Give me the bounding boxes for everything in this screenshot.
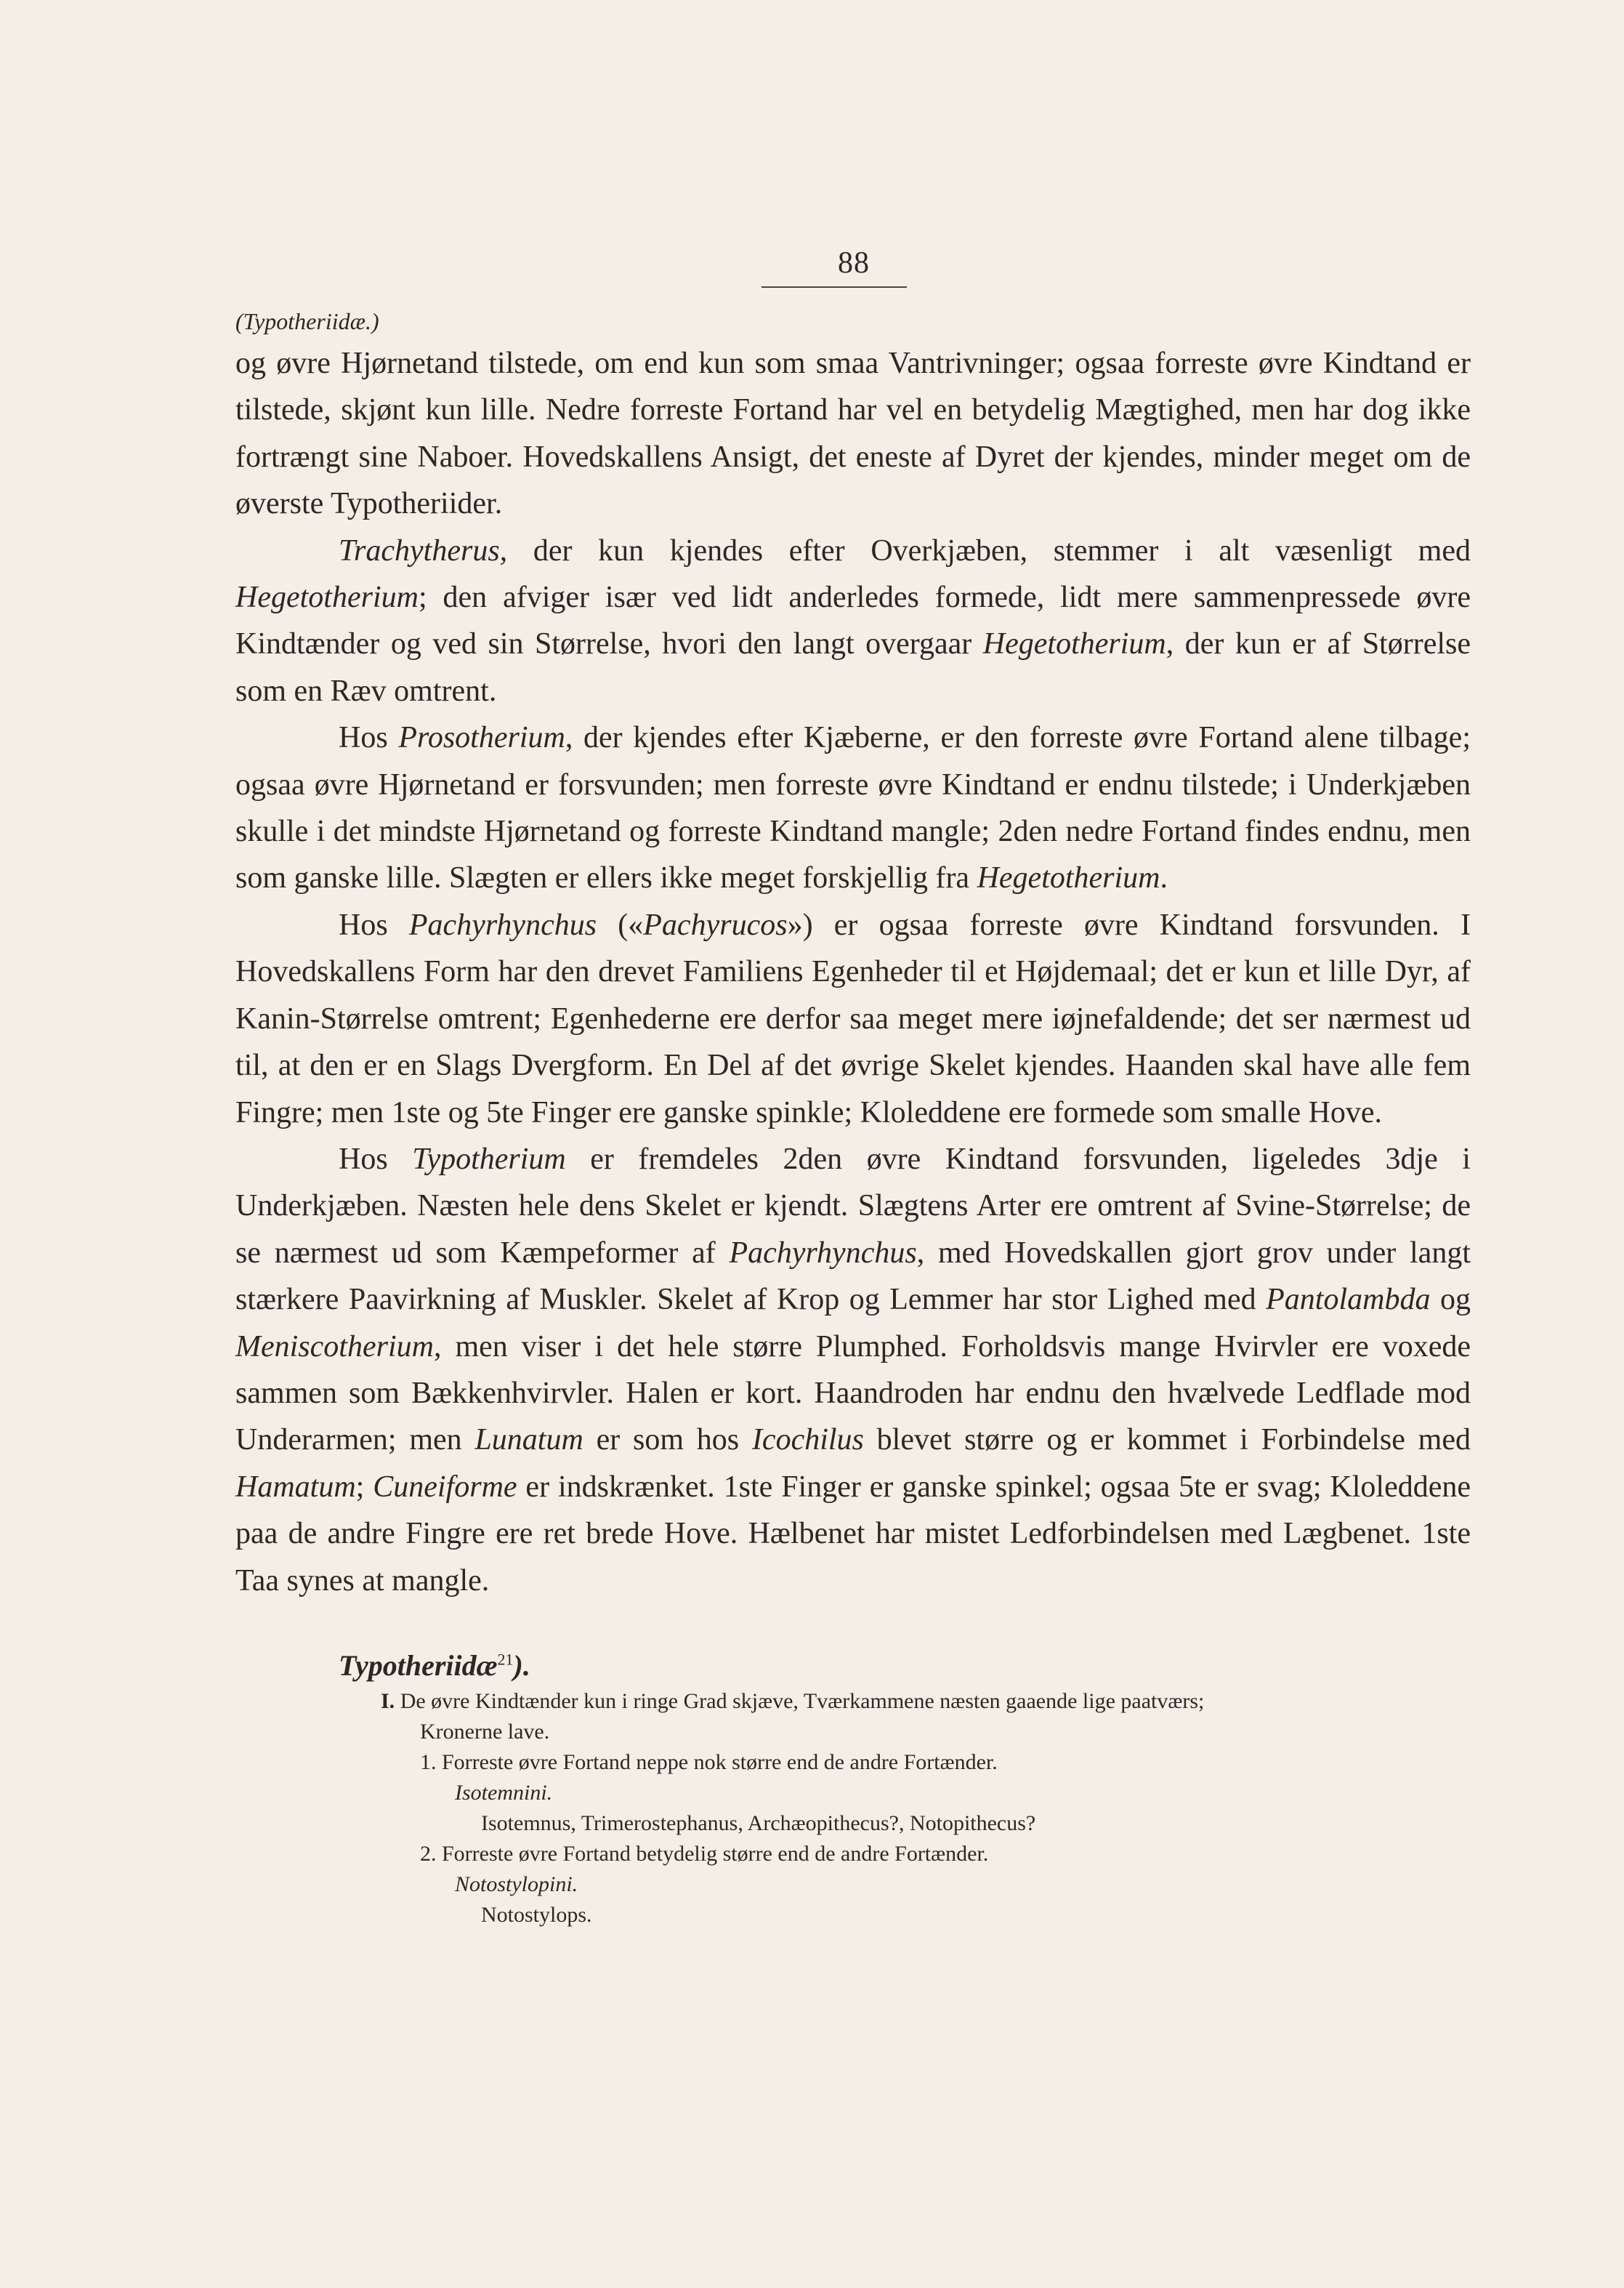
classification-title-suffix: ). — [513, 1649, 530, 1682]
classification-text: Isotemnus, Trimerostephanus, Archæopithecus?, Notopithecus? — [481, 1811, 1036, 1835]
classification-line — [381, 1747, 1471, 1778]
text-run: er fremdeles 2den øvre Kindtand forsvunden, ligeledes 3dje i Underkjæben. Næsten hele dens Skelet er kjendt. Slægtens Arter ere omtrent af Svine-Størrelse; de se nærmest ud som Kæmpeformer af — [235, 1142, 1471, 1270]
text-run: og — [1430, 1283, 1471, 1317]
text-run: , der kun er af Størrelse som en Ræv omtrent. — [235, 627, 1471, 708]
text-run: . — [1160, 861, 1168, 895]
body-text — [235, 340, 1471, 1604]
text-run: er som hos — [583, 1423, 752, 1457]
text-run: , men viser i det hele større Plumphed. Forholdsvis mange Hvirvler ere voxede sammen som Bækkenhvirvler. Halen er kort. Haandroden har endnu den hvælvede Ledflade mod Underarmen; men — [235, 1329, 1471, 1457]
classification-text: De øvre Kindtænder kun i ringe Grad skjæve, Tværkammene næsten gaaende lige paatværs; — [395, 1689, 1205, 1713]
taxon-name: Icochilus — [751, 1423, 864, 1457]
classification-line — [381, 1869, 1471, 1900]
text-run: Hos — [339, 721, 399, 755]
taxon-name: Pachyrhynchus — [729, 1236, 917, 1270]
taxon-name: Lunatum — [474, 1423, 583, 1457]
text-run: der kun kjendes efter Overkjæben, stemmer i alt væsenligt med — [507, 533, 1471, 568]
classification-text: Isotemnini. — [455, 1781, 553, 1805]
taxon-name: Cuneiforme — [373, 1470, 517, 1504]
classification-text: 2. Forreste øvre Fortand betydelig større end de andre Fortænder. — [420, 1842, 989, 1866]
classification-text: Notostylops. — [481, 1903, 592, 1927]
paragraph — [235, 1136, 1471, 1604]
classification-title — [339, 1648, 530, 1683]
text-run: ; den afviger især ved lidt anderledes formede, lidt mere sammenpressede øvre Kindtænder og ved sin Størrelse, hvori den langt overgaar — [235, 581, 1471, 661]
taxon-name: Trachytherus, — [339, 533, 508, 568]
text-run: ») er ogsaa forreste øvre Kindtand forsvunden. I Hovedskallens Form har den drevet Familiens Egenheder til et Højdemaal; det er kun et lille Dyr, af Kanin-Størrelse omtrent; Egenhederne ere derfor saa meget mere iøjnefaldende; det ser nærmest ud til, at den er en Slags Dvergform. En Del af det øvrige Skelet kjendes. Haanden skal have alle fem Fingre; men 1ste og 5te Finger ere ganske spinkle; Kloleddene ere formede som smalle Hove. — [235, 908, 1471, 1129]
taxon-name: Meniscotherium — [235, 1329, 434, 1363]
text-run: Hos — [339, 1142, 413, 1176]
classification-text: Notostylopini. — [455, 1872, 578, 1896]
classification-line — [381, 1686, 1471, 1717]
page-number-rule — [761, 286, 907, 288]
taxon-name: Pachyrhynchus — [408, 908, 597, 942]
taxon-name: Typotherium — [412, 1142, 566, 1176]
classification-text: 1. Forreste øvre Fortand neppe nok større end de andre Fortænder. — [420, 1750, 998, 1774]
roman-numeral: I. — [381, 1689, 395, 1713]
paragraph — [235, 528, 1471, 715]
taxon-name: Prosotherium — [398, 721, 565, 755]
text-run: og øvre Hjørnetand tilstede, om end kun som smaa Vantrivninger; ogsaa forreste øvre Kindtand er tilstede, skjønt kun lille. Nedre forreste Fortand har vel en betydelig Mægtighed, men har dog ikke fortrængt sine Naboer. Hovedskallens Ansigt, det eneste af Dyret der kjendes, minder meget om de øverste Typotheriider. — [235, 347, 1471, 521]
classification-text: Kronerne lave. — [420, 1720, 550, 1744]
classification-list — [381, 1686, 1471, 1930]
classification-title-text: Typotheriidæ — [339, 1649, 498, 1682]
paragraph — [235, 902, 1471, 1136]
classification-line — [381, 1717, 1471, 1747]
taxon-name: Hamatum — [235, 1470, 356, 1504]
classification-line — [381, 1839, 1471, 1869]
paragraph — [235, 714, 1471, 902]
paragraph — [235, 340, 1471, 528]
footnote-ref: 21 — [497, 1650, 514, 1669]
text-run: Hos — [339, 908, 409, 942]
classification-line — [381, 1900, 1471, 1930]
text-run: , med Hovedskallen gjort grov under langt stærkere Paavirkning af Muskler. Skelet af Krop og Lemmer har stor Lighed med — [235, 1236, 1471, 1317]
page-number: 88 — [838, 246, 870, 280]
text-run: (« — [597, 908, 644, 942]
text-run: , der kjendes efter Kjæberne, er den forreste øvre Fortand alene tilbage; ogsaa øvre Hjørnetand er forsvunden; men forreste øvre Kindtand er endnu tilstede; i Underkjæben skulle i det mindste Hjørnetand og forreste Kindtand mangle; 2den nedre Fortand findes endnu, men som ganske lille. Slægten er ellers ikke meget forskjellig fra — [235, 721, 1471, 895]
text-run: blevet større og er kommet i Forbindelse med — [863, 1423, 1471, 1457]
taxon-name: Hegetotherium — [982, 627, 1166, 661]
text-run: ; — [355, 1470, 373, 1504]
text-run: er indskrænket. 1ste Finger er ganske spinkel; ogsaa 5te er svag; Kloleddene paa de andre Fingre ere ret brede Hove. Hælbenet har mistet Ledforbindelsen med Lægbenet. 1ste Taa synes at mangle. — [235, 1470, 1471, 1598]
classification-line — [381, 1808, 1471, 1839]
classification-line — [381, 1778, 1471, 1808]
taxon-name: Hegetotherium — [235, 581, 419, 615]
taxon-name: Hegetotherium — [977, 861, 1160, 895]
taxon-name: Pantolambda — [1266, 1283, 1431, 1317]
taxon-name: Pachyrucos — [643, 908, 788, 942]
running-head: (Typotheriidæ.) — [235, 308, 379, 334]
